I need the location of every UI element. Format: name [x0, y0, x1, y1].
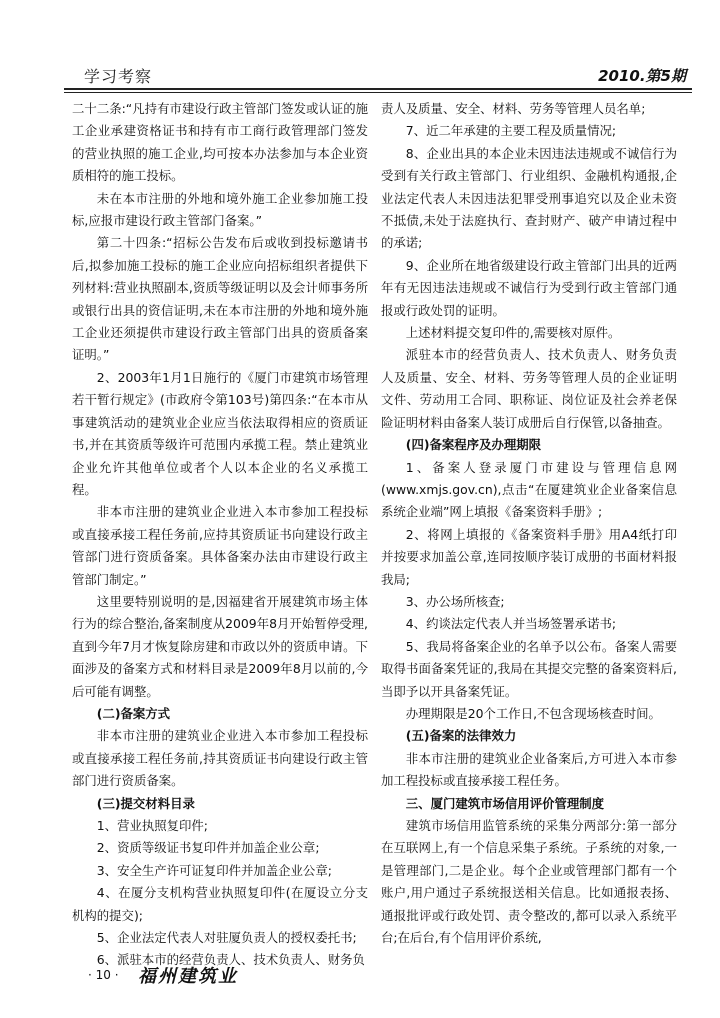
paragraph: 第二十四条:“招标公告发布后或收到投标邀请书后,拟参加施工投标的施工企业应向招标组织者提供下列材料:营业执照副本,资质等级证明以及会计师事务所或银行出具的资信证明,未在本市注册的外地和境外施工企业还须提供市建设行政主管部门出具的资质备案证明。” [72, 235, 368, 363]
header-rule [64, 88, 692, 90]
paragraph: 上述材料提交复印件的,需要核对原件。 [405, 325, 621, 341]
page-number: · 10 · [88, 968, 119, 982]
header-rule-thin [64, 92, 692, 93]
paragraph: 办理期限是20个工作日,不包含现场核查时间。 [405, 705, 661, 721]
section-heading: (四)备案程序及办理期限 [405, 437, 542, 453]
paragraph: 5、我局将备案企业的名单予以公布。备案人需要取得书面备案凭证的,我局在其提交完整的备案资料后,当即予以开具备案凭证。 [381, 638, 677, 699]
running-footer [64, 962, 692, 992]
paragraph: 4、在厦分支机构营业执照复印件(在厦设立分支机构的提交); [72, 885, 368, 923]
paragraph: 这里要特别说明的是,因福建省开展建筑市场主体行为的综合整治,备案制度从2009年8月开始暂停受理,直到今年7月才恢复除房建和市政以外的资质申请。下面涉及的备案方式和材料目录是2009年8月以前的,今后可能有调整。 [72, 593, 368, 699]
running-header [64, 62, 692, 88]
paragraph: 1、备案人登录厦门市建设与管理信息网(www.xmjs.gov.cn),点击“在厦建筑业企业备案信息系统企业端”网上填报《备案资料手册》; [381, 459, 677, 520]
paragraph: 4、约谈法定代表人并当场签署承诺书; [405, 616, 617, 632]
paragraph: 2、将网上填报的《备案资料手册》用A4纸打印并按要求加盖公章,连同按顺序装订成册的书面材料报我局; [381, 526, 677, 587]
section-heading: (三)提交材料目录 [96, 795, 195, 811]
paragraph: 未在本市注册的外地和境外施工企业参加施工投标,应报市建设行政主管部门备案。” [72, 190, 368, 229]
paragraph: 1、营业执照复印件; [96, 818, 208, 833]
section-heading: (五)备案的法律效力 [405, 728, 517, 744]
magazine-name: 福州建筑业 [138, 966, 238, 987]
paragraph: 8、企业出具的本企业未因违法违规或不诚信行为受到有关行政主管部门、行业组织、金融机构通报,企业法定代表人未因违法犯罪受刑事追究以及企业未资不抵债,未处于法庭执行、查封财产、破产申请过程中的承诺; [381, 145, 677, 251]
paragraph: 非本市注册的建筑业企业进入本市参加工程投标或直接承接工程任务前,持其资质证书向建设行政主管部门进行资质备案。 [72, 728, 368, 789]
paragraph: 5、企业法定代表人对驻厦负责人的授权委托书; [96, 930, 357, 946]
right-column [381, 98, 677, 949]
paragraph: 3、办公场所核查; [405, 593, 505, 609]
paragraph: 二十二条:“凡持有市建设行政主管部门签发或认证的施工企业承建资格证书和持有市工商行政管理部门签发的营业执照的施工企业,均可按本办法参加与本企业资质相符的施工投标。 [72, 101, 368, 184]
paragraph: 责人及质量、安全、材料、劳务等管理人员名单; [381, 101, 646, 116]
paragraph: 9、企业所在地省级建设行政主管部门出具的近两年有无因违法违规或不诚信行为受到行政主管部门通报或行政处罚的证明。 [381, 257, 677, 318]
paragraph: 3、安全生产许可证复印件并加盖企业公章; [96, 862, 332, 878]
paragraph: 建筑市场信用监管系统的采集分两部分:第一部分在互联网上,有一个信息采集子系统。子系统的对象,一是管理部门,二是企业。每个企业或管理部门都有一个账户,用户通过子系统报送相关信息。比如通报表扬、通报批评或行政处罚、责令整改的,都可以录入系统平台;在后台,有个信用评价系统, [381, 818, 677, 946]
paragraph: 2、2003年1月1日施行的《厦门市建筑市场管理若干暂行规定》(市政府令第103号)第四条:“在本市从事建筑活动的建筑业企业应当依法取得相应的资质证书,并在其资质等级许可范围内承揽工程。禁止建筑业企业允许其他单位或者个人以本企业的名义承揽工程。 [72, 369, 368, 497]
paragraph: 派驻本市的经营负责人、技术负责人、财务负责人及质量、安全、材料、劳务等管理人员的企业证明文件、劳动用工合同、职称证、岗位证及社会养老保险证明材料由备案人装订成册后自行保管,以备抽查。 [381, 347, 677, 430]
issue-label: 2010.第5期 [598, 67, 686, 85]
paragraph: 7、近二年承建的主要工程及质量情况; [405, 123, 617, 139]
paragraph: 2、资质等级证书复印件并加盖企业公章; [96, 840, 320, 856]
paragraph: 非本市注册的建筑业企业备案后,方可进入本市参加工程投标或直接承接工程任务。 [381, 750, 677, 789]
left-column [72, 98, 368, 972]
section-heading: (二)备案方式 [96, 705, 171, 721]
paragraph: 6、派驻本市的经营负责人、技术负责人、财务负 [96, 952, 365, 968]
section-heading: 三、厦门建筑市场信用评价管理制度 [405, 795, 605, 811]
section-title: 学习考察 [84, 67, 153, 86]
paragraph: 非本市注册的建筑业企业进入本市参加工程投标或直接承接工程任务前,应持其资质证书向建设行政主管部门进行资质备案。具体备案办法由市建设行政主管部门制定。” [72, 504, 368, 587]
